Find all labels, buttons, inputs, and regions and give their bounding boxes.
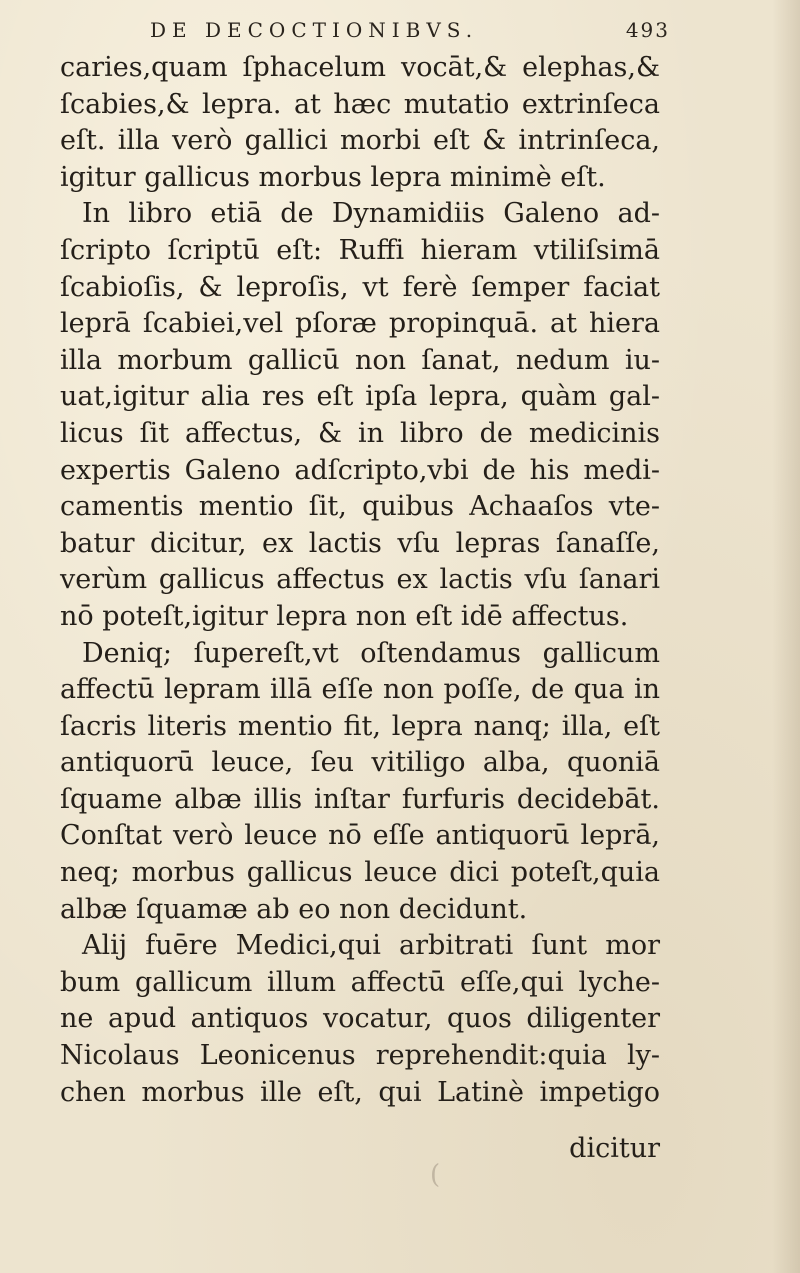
text-line: batur dicitur, ex lactis vſu lepras ſanaſſe,	[60, 527, 660, 559]
text-line: bum gallicum illum affectū eſſe,qui lyche-	[60, 966, 660, 998]
page-edge-shadow	[772, 0, 800, 1273]
text-line: verùm gallicus affectus ex lactis vſu ſanari	[60, 564, 660, 596]
text-line: igitur gallicus morbus lepra minimè eſt.	[60, 161, 606, 193]
text-line: ſacris literis mentio fit, lepra nanq; illa, eſt	[60, 710, 660, 742]
body-text	[60, 50, 660, 1111]
text-line: ſcripto ſcriptū eſt: Ruffi hieram vtiliſsimā	[60, 234, 660, 266]
text-line: albæ ſquamæ ab eo non decidunt.	[60, 893, 528, 925]
running-head	[150, 18, 670, 48]
paper-bleed-mark: (	[430, 1160, 441, 1190]
text-line: affectū lepram illā eſſe non poſſe, de qua in	[60, 674, 660, 706]
text-line: ne apud antiquos vocatur, quos diligenter	[60, 1003, 660, 1035]
text-line: nō poteſt,igitur lepra non eſt idē affectus.	[60, 600, 629, 632]
text-line: caries,quam ſphacelum vocāt,& elephas,&	[60, 52, 660, 83]
text-line: Nicolaus Leonicenus reprehendit:quia ly-	[60, 1040, 660, 1072]
text-line: camentis mentio ſit, quibus Achaaſos vte-	[60, 491, 660, 523]
text-line: illa morbum gallicū non ſanat, nedum iu-	[60, 344, 660, 376]
running-head-title: DE DECOCTIONIBVS.	[150, 18, 479, 42]
text-line: Alij fuēre Medici,qui arbitrati ſunt mor	[82, 930, 660, 962]
text-line: ſquame albæ illis inſtar furfuris decidebāt.	[60, 783, 660, 815]
text-line: licus ſit affectus, & in libro de medicinis	[60, 417, 660, 449]
text-line: eſt. illa verò gallici morbi eſt & intrinſeca,	[60, 125, 660, 157]
text-line: Deniq; ſupereſt,vt oſtendamus gallicum	[82, 637, 660, 669]
page-number: 493	[625, 18, 670, 42]
text-line: ſcabies,& lepra. at hæc mutatio extrinſeca	[60, 88, 660, 120]
text-line: neq; morbus gallicus leuce dici poteſt,quia	[60, 857, 660, 889]
text-line: chen morbus ille eſt, qui Latinè impetigo	[60, 1076, 660, 1108]
text-line: leprā ſcabiei,vel pſoræ propinquā. at hiera	[60, 308, 660, 340]
text-line: Conſtat verò leuce nō eſſe antiquorū leprā,	[60, 820, 660, 852]
text-line: uat,igitur alia res eſt ipſa lepra, quàm gal-	[60, 381, 660, 413]
text-line: ſcabioſis, & leproſis, vt ferè ſemper faciat	[60, 271, 660, 303]
text-line: antiquorū leuce, ſeu vitiligo alba, quoniā	[60, 747, 660, 779]
catchword: dicitur	[569, 1133, 660, 1164]
text-line: expertis Galeno adſcripto,vbi de his medi-	[60, 454, 660, 486]
text-line: In libro etiā de Dynamidiis Galeno ad-	[82, 198, 660, 230]
